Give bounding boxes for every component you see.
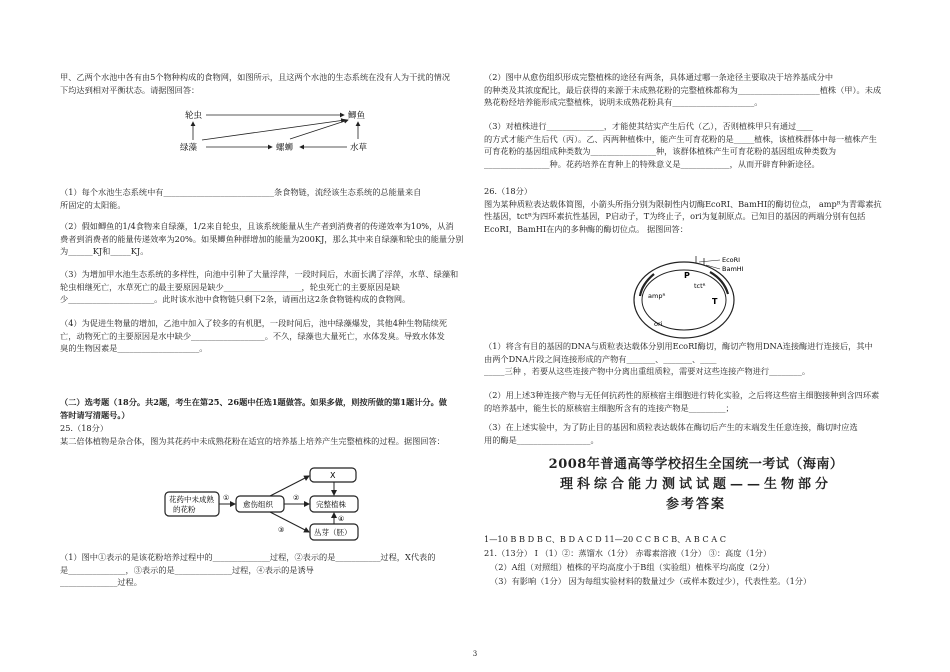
ecori-pointer (699, 260, 720, 262)
text-line: 图为某种质粒表达载体简图，小箭头所指分别为限制性内切酶EcoRI、BamHI的酶切位点， ampᴿ为青霉素抗 (484, 198, 882, 209)
page-number: 3 (472, 650, 478, 658)
text-line: （2）假如鲫鱼的1/4食物来自绿藻，1/2来自轮虫，且该系统能量从生产者到消费者的传递效率为10%，从消 (60, 221, 454, 231)
question-title: 25.（18分） (60, 423, 109, 433)
text-line: 的培养基中，能生长的原核宿主细胞所含有的连接产物是_________； (484, 402, 734, 413)
box-embryoid: 丛芽（胚） (314, 528, 352, 537)
answer-line: 1—10 B B D B C、B D A C D 11—20 C C B C B、A B C A C (484, 534, 727, 544)
arrow-luosi-jiyu (290, 120, 348, 139)
text-line: 臭的生物因素是____________________。 (60, 343, 208, 354)
text-line: （2）图中从愈伤组织形成完整植株的途径有两条，具体通过哪一条途径主要取决于培养基成分中 (484, 72, 834, 82)
question-2 (60, 220, 470, 258)
label-bamhi: BamHI (722, 265, 744, 273)
question-25-2 (484, 71, 908, 109)
text-line: 轮虫相继死亡，水草死亡的最主要原因是缺少___________________，轮虫死亡的主要原因是缺 (60, 281, 400, 292)
box-pollen-line1: 花药中未成熟 (169, 495, 214, 504)
text-line: _____三种 ，若要从这些连接产物中分离出重组质粒，需要对这些连接产物进行________。 (484, 366, 811, 377)
question-3 (60, 268, 470, 306)
label-c1: ① (223, 494, 230, 502)
text-line: 少_____________________。此时该水池中食物链只剩下2条，请画出这2条食物链构成的食物网。 (60, 294, 411, 305)
text-line: 可育花粉的基因组成种类数为________________种，该群体植株产生可育花粉的基因组成种类数为 (484, 146, 837, 157)
text-line: 为______KJ和_____KJ。 (60, 246, 149, 257)
label-c3: ③ (278, 526, 285, 534)
answers (484, 532, 908, 588)
elective-heading (60, 396, 470, 421)
node-lvzao: 绿藻 (180, 143, 198, 153)
label-c4: ④ (338, 515, 345, 523)
text-line: （4）为促进生物量的增加，乙池中加入了较多的有机肥，一段时间后，池中绿藻爆发，其他4种生物陆续死 (60, 318, 448, 328)
text-line: 用的酶是__________________。 (484, 434, 599, 445)
text-line: 熟花粉经培养能形成完整植株，说明未成熟花粉具有____________________。 (484, 97, 763, 108)
answer-line: （2）A组（对照组）植株的平均高度小于B组（实验组）植株平均高度（2分） (490, 562, 775, 572)
text-line: 某二倍体植物是杂合体，图为其花药中未成熟花粉在适宜的培养基上培养产生完整植株的过程。据图回答： (60, 435, 445, 446)
text-line: 所固定的太阳能。 (60, 199, 126, 210)
text-line: 甲、乙两个水池中各有由5个物种构成的食物网，如图所示，且这两个水池的生态系统在没有人为干扰的情况 (60, 72, 451, 82)
answer-line: （3）有影响（1分） 因为每组实验材料的数量过少（或样本数过少），代表性差。（1分） (490, 576, 812, 586)
question-4 (60, 317, 470, 355)
node-shuicao: 水草 (350, 143, 368, 153)
tissue-culture-diagram (160, 462, 400, 546)
text-line: 费者到消费者的能量传递效率为20%。如果鲫鱼种群增加的能量为200KJ，那么其中来自绿藻和轮虫的能量分别 (60, 233, 464, 244)
arrow-3 (270, 512, 309, 532)
answer-line: 21.（13分） I （1）②：蒸馏水（1分） 赤霉素溶液（1分） ③：高度（1分） (484, 548, 772, 558)
food-web-diagram (180, 106, 370, 158)
text-line: 亡，动物死亡的主要原因是水中缺少__________________。不久，绿藻也大量死亡，水体发臭。导致水体发 (60, 330, 445, 341)
label-ori: ori (654, 320, 663, 328)
text-line: ______________过程。 (60, 577, 142, 588)
answer-header (484, 455, 908, 515)
text-line: （3）为增加甲水池生态系统的多样性，向池中引种了大量浮萍，一段时间后，水面长满了浮萍，水草、绿藻和 (60, 269, 459, 279)
question-1 (60, 186, 470, 211)
question-26-1 (484, 340, 908, 378)
answer-subtitle: 理科综合能力测试试题——生物部分 (559, 477, 832, 492)
question-26-3 (484, 421, 908, 446)
question-title: 26.（18分） (484, 186, 533, 196)
text-line: ________________种。花药培养在育种上的特殊意义是____________，从而开辟育种新途径。 (484, 158, 820, 169)
answer-title: 2008年普通高等学校招生全国统一考试（海南） (548, 457, 844, 472)
text-line: 由两个DNA片段之间连接形成的产物有_______、_______、____ (484, 353, 717, 364)
question-26 (484, 185, 908, 235)
box-callus: 愈伤组织 (243, 500, 273, 509)
label-tct: tctᴿ (694, 282, 706, 290)
food-web-intro (60, 71, 470, 96)
text-line: 性基因，tctᴿ为四环素抗性基因，P启动子，T为终止子，ori为复制原点。已知目的基因的两端分别有包括 (484, 211, 866, 222)
node-jiyu: 鲫鱼 (348, 111, 366, 121)
label-c2: ② (293, 494, 300, 502)
text-line: （3）在上述实验中，为了防止目的基因和质粒表达载体在酶切后产生的末端发生任意连接，酶切时应选 (484, 422, 858, 432)
node-luosi: 螺蛳 (276, 143, 294, 153)
text-line: 答时请写清题号。） (60, 409, 130, 420)
text-line: 下均达到相对平衡状态。请据图回答： (60, 84, 200, 95)
label-p: P (684, 271, 690, 280)
text-line: 的方式才能产生后代（丙）。乙、丙两种植株中，能产生可育花粉的是_____植株，该植株群体中每一植株产生 (484, 133, 877, 144)
text-line: （2）用上述3种连接产物与无任何抗药性的原核宿主细胞进行转化实验，之后将这些宿主细胞接种到含四环素 (484, 390, 880, 400)
text-line: （1）图中①表示的是该花粉培养过程中的______________过程，②表示的是___________过程，X代表的 (60, 552, 436, 562)
question-25-1 (60, 551, 470, 589)
box-x: X (330, 471, 336, 480)
box-whole-plant: 完整植株 (316, 500, 346, 509)
text-line: （二）选考题（18分。共2题，考生在第25、26题中任选1题做答。如果多做，则按所做的第1题计分。做 (60, 397, 447, 407)
text-line: （1）每个水池生态系统中有___________________________条食物链，流经该生态系统的总能量来自 (60, 187, 422, 197)
plasmid-diagram (624, 254, 774, 344)
answer-heading: 参考答案 (665, 497, 726, 512)
text-line: 的种类及其浓度配比，最后获得的来源于未成熟花粉的完整植株都称为____________________植株（甲）。未成 (484, 84, 882, 95)
question-26-2 (484, 389, 908, 414)
text-line: （3）对植株进行______________，才能使其结实产生后代（乙），否则植株甲只有通过____ (484, 121, 813, 131)
text-line: 是______________，③表示的是______________过程，④表示的是诱导 (60, 564, 314, 575)
text-line: （1）将含有目的基因的DNA与质粒表达载体分别用EcoRI酶切，酶切产物用DNA连接酶进行连接后，其中 (484, 341, 873, 351)
box-pollen-line2: 的花粉 (173, 505, 196, 514)
text-line: EcoRI，BamHI在内的多种酶的酶切位点。 据图回答： (484, 223, 688, 234)
arrow-lvzao-jiyu (202, 120, 345, 140)
question-25-3 (484, 120, 908, 170)
label-amp: ampᴿ (648, 292, 666, 300)
label-ecori: EcoRI (722, 256, 741, 264)
label-t: T (712, 297, 718, 306)
question-25 (60, 422, 470, 447)
arrow-callus-x (270, 476, 309, 496)
node-lunchong: 轮虫 (185, 111, 203, 121)
